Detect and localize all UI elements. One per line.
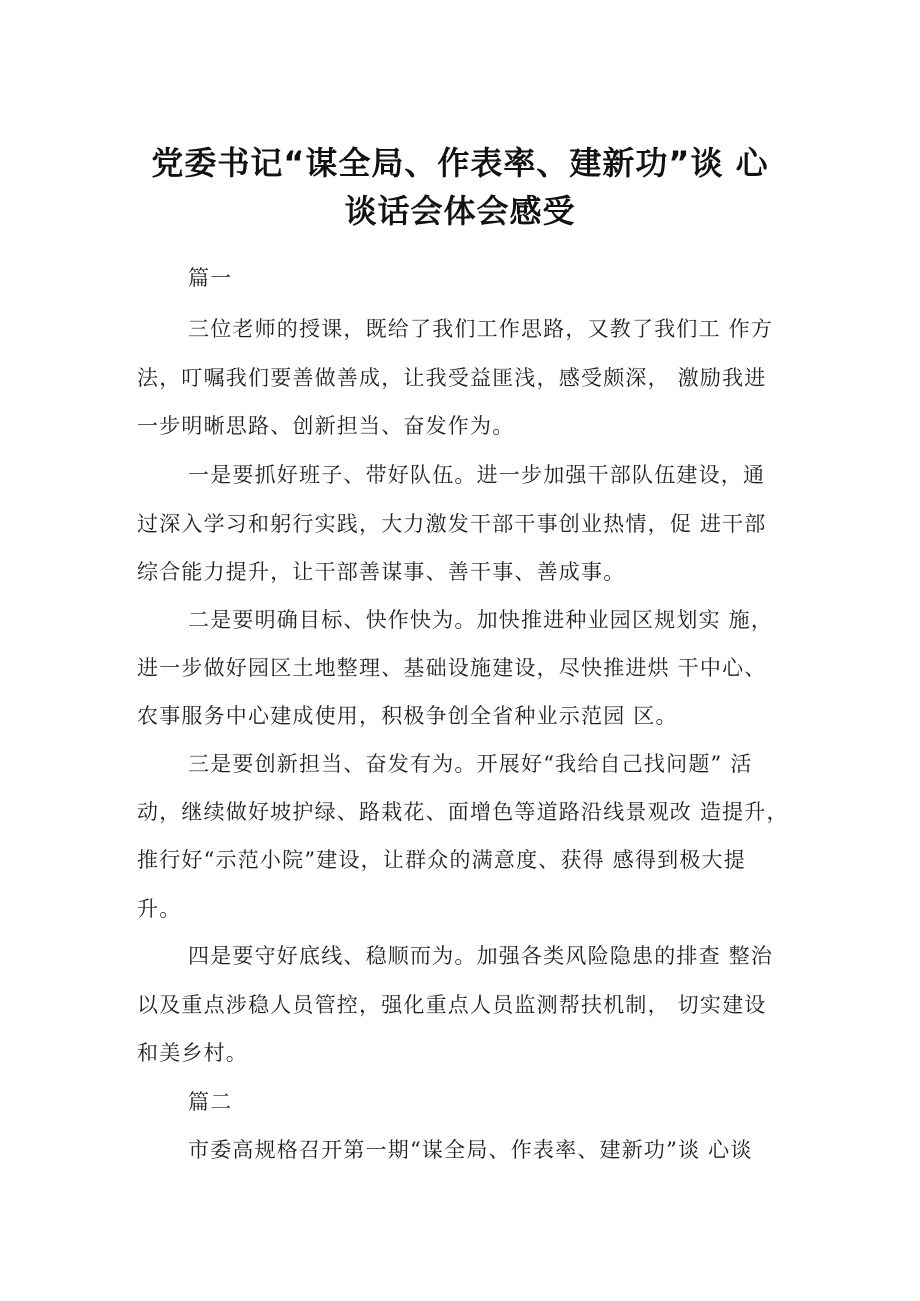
document-title-line-2: 谈话会体会感受 [344,192,576,230]
body-line: 升。 [137,897,182,921]
body-line: 法，叮嘱我们要善做善成，让我受益匪浅，感受颇深， 激励我进 [137,366,767,390]
body-line: 一是要抓好班子、带好队伍。进一步加强干部队伍建设，通 [188,463,766,487]
body-line: 农事服务中心建成使用，积极争创全省种业示范园 区。 [137,704,678,728]
body-line: 推行好“示范小院”建设，让群众的满意度、获得 感得到极大提 [137,848,746,872]
body-line: 进一步做好园区土地整理、基础设施建设，尽快推进烘 干中心、 [137,656,767,680]
body-line: 三是要创新担当、奋发有为。开展好“我给自己找问题” 活 [188,752,753,776]
section-heading-1: 篇一 [188,266,233,290]
body-line: 二是要明确目标、快作快为。加快推进种业园区规划实 施， [188,608,774,632]
body-line: 四是要守好底线、稳顺而为。加强各类风险隐患的排查 整治 [188,944,774,968]
document-title-line-1: 党委书记“谋全局、作表率、建新功”谈 心 [151,144,769,182]
section-heading-2: 篇二 [188,1090,233,1114]
body-line: 和美乡村。 [137,1041,248,1065]
body-line: 综合能力提升，让干部善谋事、善干事、善成事。 [137,560,626,584]
body-line: 动，继续做好坡护绿、路栽花、面增色等道路沿线景观改 造提升， [137,800,789,824]
body-line: 市委高规格召开第一期“谋全局、作表率、建新功”谈 心谈 [188,1138,753,1162]
body-line: 三位老师的授课，既给了我们工作思路，又教了我们工 作方 [188,317,774,341]
body-line: 一步明晰思路、创新担当、奋发作为。 [137,414,515,438]
body-line: 以及重点涉稳人员管控，强化重点人员监测帮扶机制， 切实建设 [137,993,767,1017]
body-line: 过深入学习和躬行实践，大力激发干部干事创业热情，促 进干部 [137,512,767,536]
